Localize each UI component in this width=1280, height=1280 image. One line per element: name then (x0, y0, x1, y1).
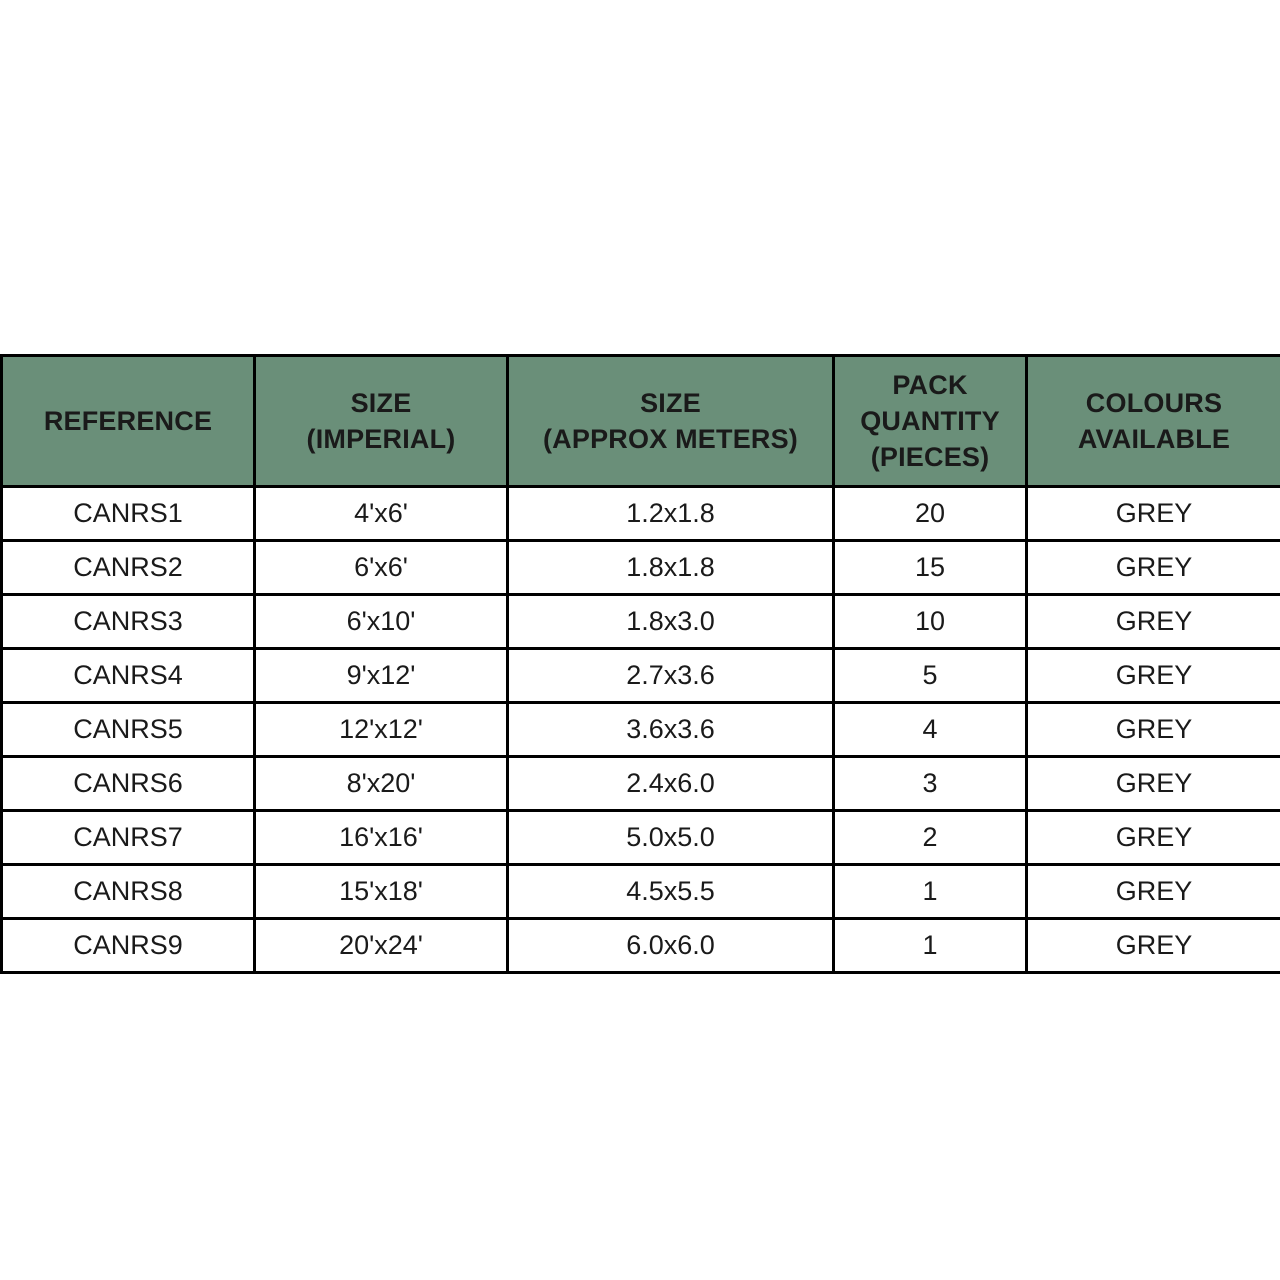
cell-size-imperial: 12'x12' (255, 703, 508, 757)
cell-pack-quantity: 15 (834, 541, 1027, 595)
cell-size-imperial: 8'x20' (255, 757, 508, 811)
table-row (2, 595, 1280, 649)
cell-size-meters: 4.5x5.5 (508, 865, 834, 919)
cell-size-meters: 1.8x1.8 (508, 541, 834, 595)
table-row (2, 541, 1280, 595)
cell-size-meters: 6.0x6.0 (508, 919, 834, 973)
table-row (2, 703, 1280, 757)
header-pack-quantity: PACK QUANTITY (PIECES) (834, 356, 1027, 487)
header-row (2, 356, 1280, 487)
cell-size-meters: 1.8x3.0 (508, 595, 834, 649)
spec-table (0, 354, 1280, 974)
cell-size-imperial: 16'x16' (255, 811, 508, 865)
header-reference: REFERENCE (2, 356, 255, 487)
cell-reference: CANRS6 (2, 757, 255, 811)
table-row (2, 649, 1280, 703)
cell-pack-quantity: 2 (834, 811, 1027, 865)
cell-colour: GREY (1027, 541, 1280, 595)
cell-pack-quantity: 1 (834, 919, 1027, 973)
cell-size-meters: 2.4x6.0 (508, 757, 834, 811)
cell-reference: CANRS4 (2, 649, 255, 703)
header-size-imperial: SIZE (IMPERIAL) (255, 356, 508, 487)
cell-reference: CANRS8 (2, 865, 255, 919)
header-colours: COLOURS AVAILABLE (1027, 356, 1280, 487)
cell-colour: GREY (1027, 487, 1280, 541)
table-row (2, 487, 1280, 541)
cell-reference: CANRS2 (2, 541, 255, 595)
cell-pack-quantity: 1 (834, 865, 1027, 919)
cell-reference: CANRS1 (2, 487, 255, 541)
cell-size-meters: 5.0x5.0 (508, 811, 834, 865)
cell-colour: GREY (1027, 757, 1280, 811)
cell-colour: GREY (1027, 595, 1280, 649)
cell-reference: CANRS7 (2, 811, 255, 865)
cell-size-imperial: 15'x18' (255, 865, 508, 919)
header-size-meters: SIZE (APPROX METERS) (508, 356, 834, 487)
cell-pack-quantity: 3 (834, 757, 1027, 811)
cell-pack-quantity: 4 (834, 703, 1027, 757)
cell-size-imperial: 6'x10' (255, 595, 508, 649)
cell-pack-quantity: 5 (834, 649, 1027, 703)
table-row (2, 919, 1280, 973)
cell-pack-quantity: 20 (834, 487, 1027, 541)
cell-size-meters: 1.2x1.8 (508, 487, 834, 541)
cell-size-meters: 3.6x3.6 (508, 703, 834, 757)
cell-colour: GREY (1027, 649, 1280, 703)
cell-colour: GREY (1027, 703, 1280, 757)
table-row (2, 757, 1280, 811)
cell-reference: CANRS5 (2, 703, 255, 757)
cell-size-imperial: 20'x24' (255, 919, 508, 973)
cell-pack-quantity: 10 (834, 595, 1027, 649)
cell-reference: CANRS9 (2, 919, 255, 973)
cell-reference: CANRS3 (2, 595, 255, 649)
cell-colour: GREY (1027, 865, 1280, 919)
table-row (2, 865, 1280, 919)
table-row (2, 811, 1280, 865)
cell-colour: GREY (1027, 811, 1280, 865)
cell-colour: GREY (1027, 919, 1280, 973)
cell-size-imperial: 4'x6' (255, 487, 508, 541)
cell-size-meters: 2.7x3.6 (508, 649, 834, 703)
cell-size-imperial: 9'x12' (255, 649, 508, 703)
cell-size-imperial: 6'x6' (255, 541, 508, 595)
